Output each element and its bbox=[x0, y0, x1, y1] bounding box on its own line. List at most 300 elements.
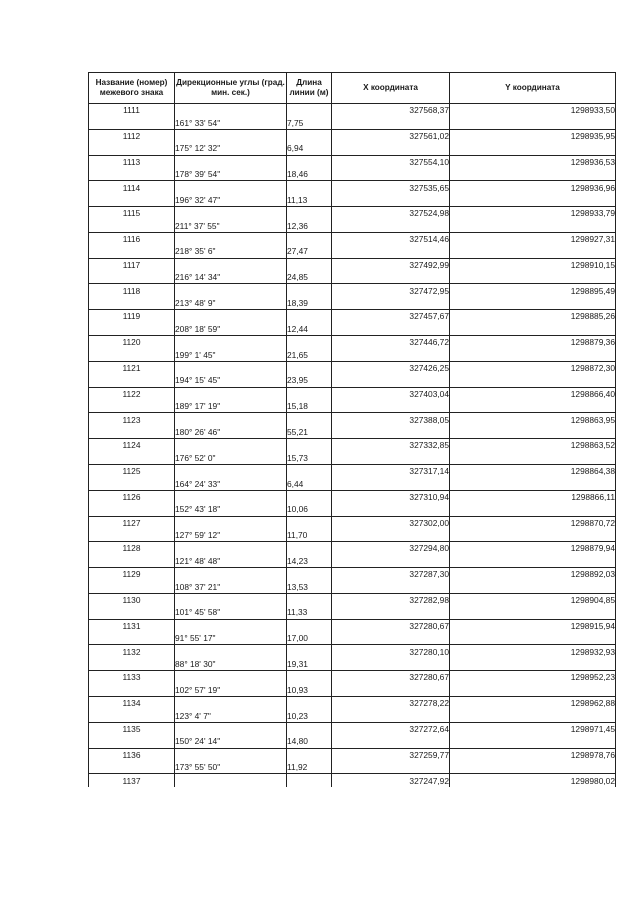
empty-cell bbox=[450, 194, 616, 207]
point-name: 1136 bbox=[89, 748, 175, 761]
empty-cell bbox=[287, 413, 332, 426]
header-x-coordinate: X координата bbox=[332, 73, 450, 104]
empty-cell bbox=[332, 555, 450, 568]
direction-angle: 101° 45' 58" bbox=[175, 606, 287, 619]
point-name: 1118 bbox=[89, 284, 175, 297]
empty-cell bbox=[287, 129, 332, 142]
line-length: 23,95 bbox=[287, 374, 332, 387]
empty-cell bbox=[450, 658, 616, 671]
empty-cell bbox=[175, 129, 287, 142]
segment-row bbox=[89, 529, 616, 542]
line-length: 13,53 bbox=[287, 580, 332, 593]
empty-cell bbox=[287, 310, 332, 323]
empty-cell bbox=[175, 336, 287, 349]
empty-cell bbox=[89, 684, 175, 697]
line-length: 11,92 bbox=[287, 761, 332, 774]
point-name: 1137 bbox=[89, 774, 175, 787]
y-coordinate: 1298927,31 bbox=[450, 232, 616, 245]
empty-cell bbox=[287, 181, 332, 194]
empty-cell bbox=[287, 516, 332, 529]
empty-cell bbox=[89, 245, 175, 258]
segment-row bbox=[89, 374, 616, 387]
empty-cell bbox=[332, 168, 450, 181]
x-coordinate: 327282,98 bbox=[332, 593, 450, 606]
point-row bbox=[89, 207, 616, 220]
point-name: 1126 bbox=[89, 490, 175, 503]
empty-cell bbox=[287, 774, 332, 787]
line-length: 18,39 bbox=[287, 297, 332, 310]
empty-cell bbox=[175, 207, 287, 220]
empty-cell bbox=[450, 761, 616, 774]
point-row bbox=[89, 748, 616, 761]
x-coordinate: 327426,25 bbox=[332, 361, 450, 374]
empty-cell bbox=[175, 181, 287, 194]
empty-cell bbox=[450, 245, 616, 258]
empty-cell bbox=[450, 555, 616, 568]
empty-cell bbox=[450, 168, 616, 181]
point-row bbox=[89, 336, 616, 349]
segment-row bbox=[89, 555, 616, 568]
point-name: 1111 bbox=[89, 104, 175, 117]
y-coordinate: 1298870,72 bbox=[450, 516, 616, 529]
empty-cell bbox=[89, 580, 175, 593]
direction-angle: 88° 18' 30" bbox=[175, 658, 287, 671]
x-coordinate: 327514,46 bbox=[332, 232, 450, 245]
empty-cell bbox=[332, 426, 450, 439]
x-coordinate: 327388,05 bbox=[332, 413, 450, 426]
empty-cell bbox=[89, 632, 175, 645]
point-row bbox=[89, 671, 616, 684]
empty-cell bbox=[332, 400, 450, 413]
point-row bbox=[89, 464, 616, 477]
empty-cell bbox=[175, 722, 287, 735]
line-length: 14,80 bbox=[287, 735, 332, 748]
point-name: 1120 bbox=[89, 336, 175, 349]
point-name: 1115 bbox=[89, 207, 175, 220]
empty-cell bbox=[332, 220, 450, 233]
x-coordinate: 327310,94 bbox=[332, 490, 450, 503]
segment-row bbox=[89, 606, 616, 619]
empty-cell bbox=[89, 658, 175, 671]
segment-row bbox=[89, 709, 616, 722]
x-coordinate: 327403,04 bbox=[332, 387, 450, 400]
direction-angle: 123° 4' 7" bbox=[175, 709, 287, 722]
x-coordinate: 327332,85 bbox=[332, 439, 450, 452]
empty-cell bbox=[450, 632, 616, 645]
empty-cell bbox=[287, 155, 332, 168]
point-row bbox=[89, 722, 616, 735]
empty-cell bbox=[332, 709, 450, 722]
point-row bbox=[89, 490, 616, 503]
y-coordinate: 1298866,40 bbox=[450, 387, 616, 400]
direction-angle: 216° 14' 34" bbox=[175, 271, 287, 284]
empty-cell bbox=[287, 258, 332, 271]
direction-angle: 173° 55' 50" bbox=[175, 761, 287, 774]
line-length: 11,33 bbox=[287, 606, 332, 619]
line-length: 15,18 bbox=[287, 400, 332, 413]
point-row bbox=[89, 284, 616, 297]
point-row bbox=[89, 593, 616, 606]
empty-cell bbox=[332, 116, 450, 129]
point-row bbox=[89, 258, 616, 271]
x-coordinate: 327247,92 bbox=[332, 774, 450, 787]
y-coordinate: 1298952,23 bbox=[450, 671, 616, 684]
y-coordinate: 1298904,85 bbox=[450, 593, 616, 606]
empty-cell bbox=[175, 361, 287, 374]
empty-cell bbox=[89, 374, 175, 387]
empty-cell bbox=[450, 297, 616, 310]
x-coordinate: 327302,00 bbox=[332, 516, 450, 529]
segment-row bbox=[89, 452, 616, 465]
segment-row bbox=[89, 142, 616, 155]
empty-cell bbox=[175, 258, 287, 271]
empty-cell bbox=[89, 529, 175, 542]
direction-angle: 189° 17' 19" bbox=[175, 400, 287, 413]
empty-cell bbox=[287, 696, 332, 709]
y-coordinate: 1298892,03 bbox=[450, 568, 616, 581]
point-row bbox=[89, 129, 616, 142]
empty-cell bbox=[287, 232, 332, 245]
empty-cell bbox=[287, 671, 332, 684]
line-length: 18,46 bbox=[287, 168, 332, 181]
empty-cell bbox=[175, 671, 287, 684]
y-coordinate: 1298879,36 bbox=[450, 336, 616, 349]
empty-cell bbox=[89, 555, 175, 568]
y-coordinate: 1298915,94 bbox=[450, 619, 616, 632]
empty-cell bbox=[175, 387, 287, 400]
empty-cell bbox=[287, 464, 332, 477]
line-length: 15,73 bbox=[287, 452, 332, 465]
empty-cell bbox=[332, 606, 450, 619]
y-coordinate: 1298879,94 bbox=[450, 542, 616, 555]
point-name: 1132 bbox=[89, 645, 175, 658]
empty-cell bbox=[450, 116, 616, 129]
line-length: 7,75 bbox=[287, 116, 332, 129]
segment-row bbox=[89, 271, 616, 284]
table-body bbox=[89, 104, 616, 787]
line-length: 10,93 bbox=[287, 684, 332, 697]
point-row bbox=[89, 413, 616, 426]
empty-cell bbox=[175, 645, 287, 658]
y-coordinate: 1298936,96 bbox=[450, 181, 616, 194]
direction-angle: 180° 26' 46" bbox=[175, 426, 287, 439]
empty-cell bbox=[287, 336, 332, 349]
line-length: 12,36 bbox=[287, 220, 332, 233]
line-length: 21,65 bbox=[287, 348, 332, 361]
x-coordinate: 327457,67 bbox=[332, 310, 450, 323]
empty-cell bbox=[332, 632, 450, 645]
point-name: 1135 bbox=[89, 722, 175, 735]
point-name: 1134 bbox=[89, 696, 175, 709]
line-length: 6,94 bbox=[287, 142, 332, 155]
point-row bbox=[89, 232, 616, 245]
empty-cell bbox=[450, 709, 616, 722]
point-row bbox=[89, 387, 616, 400]
empty-cell bbox=[175, 284, 287, 297]
direction-angle: 161° 33' 54" bbox=[175, 116, 287, 129]
empty-cell bbox=[175, 516, 287, 529]
empty-cell bbox=[332, 735, 450, 748]
header-direction-angle: Дирекционные углы (град. мин. сек.) bbox=[175, 73, 287, 104]
x-coordinate: 327524,98 bbox=[332, 207, 450, 220]
empty-cell bbox=[332, 503, 450, 516]
empty-cell bbox=[450, 142, 616, 155]
header-y-coordinate: Y координата bbox=[450, 73, 616, 104]
x-coordinate: 327294,80 bbox=[332, 542, 450, 555]
empty-cell bbox=[450, 220, 616, 233]
empty-cell bbox=[332, 194, 450, 207]
empty-cell bbox=[89, 220, 175, 233]
direction-angle: 152° 43' 18" bbox=[175, 503, 287, 516]
empty-cell bbox=[332, 477, 450, 490]
empty-cell bbox=[450, 580, 616, 593]
point-name: 1131 bbox=[89, 619, 175, 632]
empty-cell bbox=[287, 748, 332, 761]
point-row bbox=[89, 310, 616, 323]
empty-cell bbox=[175, 619, 287, 632]
point-name: 1130 bbox=[89, 593, 175, 606]
empty-cell bbox=[89, 426, 175, 439]
empty-cell bbox=[287, 619, 332, 632]
point-row bbox=[89, 619, 616, 632]
direction-angle: 211° 37' 55" bbox=[175, 220, 287, 233]
empty-cell bbox=[89, 194, 175, 207]
empty-cell bbox=[89, 606, 175, 619]
empty-cell bbox=[450, 426, 616, 439]
empty-cell bbox=[450, 271, 616, 284]
empty-cell bbox=[450, 606, 616, 619]
empty-cell bbox=[89, 271, 175, 284]
y-coordinate: 1298933,50 bbox=[450, 104, 616, 117]
direction-angle: 194° 15' 45" bbox=[175, 374, 287, 387]
segment-row bbox=[89, 580, 616, 593]
point-row bbox=[89, 181, 616, 194]
direction-angle: 150° 24' 14" bbox=[175, 735, 287, 748]
x-coordinate: 327554,10 bbox=[332, 155, 450, 168]
line-length: 6,44 bbox=[287, 477, 332, 490]
y-coordinate: 1298936,53 bbox=[450, 155, 616, 168]
y-coordinate: 1298978,76 bbox=[450, 748, 616, 761]
point-name: 1122 bbox=[89, 387, 175, 400]
segment-row bbox=[89, 168, 616, 181]
line-length: 55,21 bbox=[287, 426, 332, 439]
point-name: 1112 bbox=[89, 129, 175, 142]
point-row bbox=[89, 516, 616, 529]
direction-angle: 218° 35' 6" bbox=[175, 245, 287, 258]
point-name: 1113 bbox=[89, 155, 175, 168]
point-name: 1127 bbox=[89, 516, 175, 529]
empty-cell bbox=[450, 529, 616, 542]
empty-cell bbox=[287, 284, 332, 297]
direction-angle: 108° 37' 21" bbox=[175, 580, 287, 593]
empty-cell bbox=[287, 568, 332, 581]
empty-cell bbox=[450, 374, 616, 387]
direction-angle: 121° 48' 48" bbox=[175, 555, 287, 568]
direction-angle: 102° 57' 19" bbox=[175, 684, 287, 697]
empty-cell bbox=[287, 645, 332, 658]
y-coordinate: 1298872,30 bbox=[450, 361, 616, 374]
x-coordinate: 327446,72 bbox=[332, 336, 450, 349]
y-coordinate: 1298971,45 bbox=[450, 722, 616, 735]
empty-cell bbox=[450, 503, 616, 516]
x-coordinate: 327561,02 bbox=[332, 129, 450, 142]
segment-row bbox=[89, 503, 616, 516]
empty-cell bbox=[89, 400, 175, 413]
segment-row bbox=[89, 684, 616, 697]
empty-cell bbox=[89, 452, 175, 465]
empty-cell bbox=[89, 142, 175, 155]
point-row bbox=[89, 361, 616, 374]
direction-angle: 127° 59' 12" bbox=[175, 529, 287, 542]
empty-cell bbox=[450, 684, 616, 697]
point-row bbox=[89, 439, 616, 452]
line-length: 17,00 bbox=[287, 632, 332, 645]
y-coordinate: 1298863,52 bbox=[450, 439, 616, 452]
empty-cell bbox=[175, 748, 287, 761]
segment-row bbox=[89, 658, 616, 671]
table-header-row bbox=[89, 73, 616, 104]
segment-row bbox=[89, 735, 616, 748]
empty-cell bbox=[287, 542, 332, 555]
x-coordinate: 327280,10 bbox=[332, 645, 450, 658]
segment-row bbox=[89, 632, 616, 645]
point-name: 1121 bbox=[89, 361, 175, 374]
boundary-coordinates-table bbox=[88, 72, 616, 787]
y-coordinate: 1298885,26 bbox=[450, 310, 616, 323]
empty-cell bbox=[175, 568, 287, 581]
segment-row bbox=[89, 761, 616, 774]
point-name: 1114 bbox=[89, 181, 175, 194]
point-row bbox=[89, 568, 616, 581]
empty-cell bbox=[287, 439, 332, 452]
point-row bbox=[89, 696, 616, 709]
empty-cell bbox=[287, 593, 332, 606]
empty-cell bbox=[332, 684, 450, 697]
empty-cell bbox=[450, 400, 616, 413]
segment-row bbox=[89, 297, 616, 310]
header-line-length: Длина линии (м) bbox=[287, 73, 332, 104]
point-name: 1129 bbox=[89, 568, 175, 581]
segment-row bbox=[89, 323, 616, 336]
empty-cell bbox=[332, 271, 450, 284]
line-length: 14,23 bbox=[287, 555, 332, 568]
empty-cell bbox=[332, 452, 450, 465]
segment-row bbox=[89, 400, 616, 413]
empty-cell bbox=[175, 464, 287, 477]
empty-cell bbox=[332, 761, 450, 774]
line-length: 12,44 bbox=[287, 323, 332, 336]
line-length: 11,13 bbox=[287, 194, 332, 207]
x-coordinate: 327278,22 bbox=[332, 696, 450, 709]
empty-cell bbox=[332, 658, 450, 671]
empty-cell bbox=[332, 245, 450, 258]
empty-cell bbox=[175, 593, 287, 606]
point-row bbox=[89, 104, 616, 117]
y-coordinate: 1298910,15 bbox=[450, 258, 616, 271]
y-coordinate: 1298863,95 bbox=[450, 413, 616, 426]
empty-cell bbox=[450, 477, 616, 490]
empty-cell bbox=[89, 503, 175, 516]
direction-angle: 176° 52' 0" bbox=[175, 452, 287, 465]
direction-angle: 91° 55' 17" bbox=[175, 632, 287, 645]
point-row bbox=[89, 645, 616, 658]
line-length: 10,06 bbox=[287, 503, 332, 516]
empty-cell bbox=[175, 490, 287, 503]
empty-cell bbox=[175, 439, 287, 452]
point-name: 1119 bbox=[89, 310, 175, 323]
segment-row bbox=[89, 477, 616, 490]
empty-cell bbox=[89, 348, 175, 361]
empty-cell bbox=[450, 735, 616, 748]
empty-cell bbox=[89, 297, 175, 310]
empty-cell bbox=[89, 477, 175, 490]
x-coordinate: 327280,67 bbox=[332, 671, 450, 684]
x-coordinate: 327492,99 bbox=[332, 258, 450, 271]
point-name: 1128 bbox=[89, 542, 175, 555]
line-length: 19,31 bbox=[287, 658, 332, 671]
y-coordinate: 1298864,38 bbox=[450, 464, 616, 477]
segment-row bbox=[89, 426, 616, 439]
empty-cell bbox=[332, 348, 450, 361]
header-point-name: Название (номер) межевого знака bbox=[89, 73, 175, 104]
empty-cell bbox=[89, 116, 175, 129]
empty-cell bbox=[450, 452, 616, 465]
point-row bbox=[89, 155, 616, 168]
empty-cell bbox=[89, 168, 175, 181]
empty-cell bbox=[287, 104, 332, 117]
empty-cell bbox=[287, 207, 332, 220]
empty-cell bbox=[89, 735, 175, 748]
segment-row bbox=[89, 194, 616, 207]
x-coordinate: 327472,95 bbox=[332, 284, 450, 297]
x-coordinate: 327568,37 bbox=[332, 104, 450, 117]
empty-cell bbox=[287, 722, 332, 735]
y-coordinate: 1298933,79 bbox=[450, 207, 616, 220]
empty-cell bbox=[332, 142, 450, 155]
empty-cell bbox=[175, 774, 287, 787]
y-coordinate: 1298935,95 bbox=[450, 129, 616, 142]
y-coordinate: 1298895,49 bbox=[450, 284, 616, 297]
line-length: 11,70 bbox=[287, 529, 332, 542]
empty-cell bbox=[175, 542, 287, 555]
point-name: 1124 bbox=[89, 439, 175, 452]
direction-angle: 196° 32' 47" bbox=[175, 194, 287, 207]
x-coordinate: 327535,65 bbox=[332, 181, 450, 194]
empty-cell bbox=[287, 387, 332, 400]
y-coordinate: 1298962,88 bbox=[450, 696, 616, 709]
x-coordinate: 327287,30 bbox=[332, 568, 450, 581]
direction-angle: 175° 12' 32" bbox=[175, 142, 287, 155]
empty-cell bbox=[450, 348, 616, 361]
empty-cell bbox=[89, 709, 175, 722]
direction-angle: 199° 1' 45" bbox=[175, 348, 287, 361]
empty-cell bbox=[175, 232, 287, 245]
empty-cell bbox=[175, 413, 287, 426]
segment-row bbox=[89, 116, 616, 129]
point-name: 1116 bbox=[89, 232, 175, 245]
y-coordinate: 1298980,02 bbox=[450, 774, 616, 787]
line-length: 27,47 bbox=[287, 245, 332, 258]
direction-angle: 208° 18' 59" bbox=[175, 323, 287, 336]
line-length: 24,85 bbox=[287, 271, 332, 284]
x-coordinate: 327259,77 bbox=[332, 748, 450, 761]
direction-angle: 213° 48' 9" bbox=[175, 297, 287, 310]
empty-cell bbox=[175, 104, 287, 117]
point-name: 1125 bbox=[89, 464, 175, 477]
direction-angle: 178° 39' 54" bbox=[175, 168, 287, 181]
segment-row bbox=[89, 348, 616, 361]
empty-cell bbox=[89, 323, 175, 336]
